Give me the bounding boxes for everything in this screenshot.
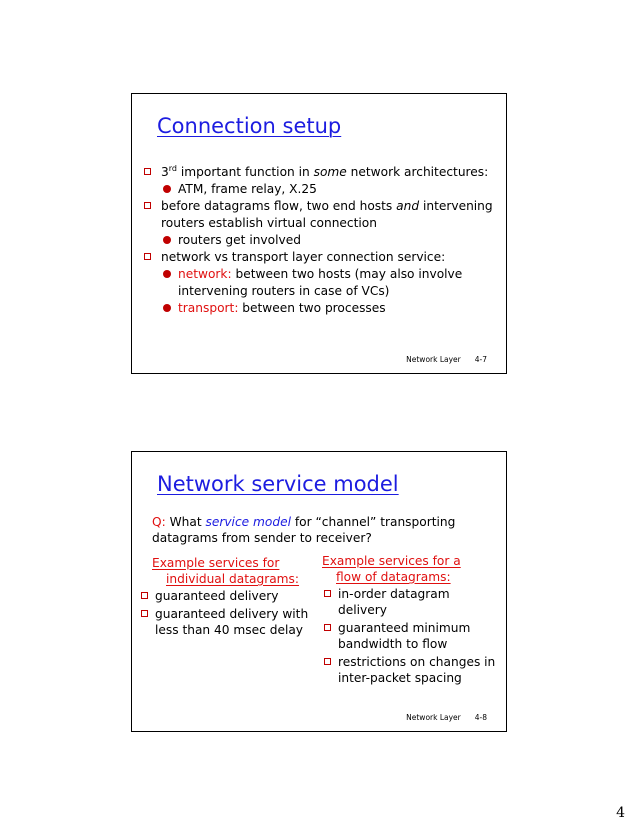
sub-text: routers get involved — [178, 233, 301, 247]
bullet-item — [142, 164, 497, 198]
sub-item — [161, 232, 497, 249]
heading-line: flow of datagrams: — [336, 570, 451, 584]
item-text: guaranteed delivery with less than 40 msec delay — [155, 607, 309, 637]
sub-text: between two hosts (may also involve intervening routers in case of VCs) — [178, 267, 463, 298]
footer-page-number: 4-7 — [474, 355, 487, 364]
slide-connection-setup — [131, 93, 507, 374]
square-bullet-icon — [144, 253, 151, 260]
slide-title: Connection setup — [157, 114, 342, 138]
list-item — [139, 588, 322, 604]
superscript: rd — [168, 163, 177, 173]
list-item — [322, 586, 502, 618]
circle-bullet-icon — [163, 270, 171, 278]
sub-list — [161, 266, 497, 317]
slide-footer — [406, 355, 487, 364]
sub-item — [161, 300, 497, 317]
bullet-item — [142, 249, 497, 317]
italic-text: some — [313, 165, 347, 179]
heading-line: Example services for — [152, 556, 280, 570]
square-bullet-icon — [324, 658, 331, 665]
bullet-text: 3 — [161, 165, 169, 179]
sub-text: ATM, frame relay, X.25 — [178, 182, 317, 196]
sub-item — [161, 266, 497, 300]
item-text: in-order datagram delivery — [338, 587, 450, 617]
square-bullet-icon — [141, 592, 148, 599]
bullet-item — [142, 198, 497, 249]
right-column — [322, 553, 502, 688]
question — [152, 514, 492, 546]
bullet-text: network vs transport layer connection service: — [161, 250, 446, 264]
heading-line: individual datagrams: — [166, 572, 300, 586]
circle-bullet-icon — [163, 236, 171, 244]
bullet-text: before datagrams flow, two end hosts — [161, 199, 397, 213]
circle-bullet-icon — [163, 185, 171, 193]
sub-list — [161, 181, 497, 198]
item-text: guaranteed delivery — [155, 589, 279, 603]
square-bullet-icon — [144, 202, 151, 209]
square-bullet-icon — [324, 624, 331, 631]
right-service-list — [322, 586, 502, 686]
question-label: Q: — [152, 515, 166, 529]
bullet-text: network architectures: — [346, 165, 489, 179]
footer-label: Network Layer — [406, 713, 461, 722]
service-model-term: service model — [205, 515, 291, 529]
square-bullet-icon — [324, 590, 331, 597]
question-text: for “channel” transporting datagrams from sender to receiver? — [152, 515, 456, 545]
heading-line: Example services for a — [322, 554, 461, 568]
sub-item — [161, 181, 497, 198]
list-item — [322, 620, 502, 652]
network-label: network: — [178, 267, 232, 281]
slide-network-service-model — [131, 451, 507, 732]
question-text: What — [165, 515, 206, 529]
footer-label: Network Layer — [406, 355, 461, 364]
square-bullet-icon — [144, 168, 151, 175]
italic-text: and — [396, 199, 420, 213]
bullet-text: intervening routers establish virtual connection — [161, 199, 493, 230]
bullet-text: important function in — [177, 165, 314, 179]
left-column — [152, 555, 322, 640]
right-column-heading — [322, 553, 502, 585]
bullet-list — [142, 164, 497, 317]
list-item — [322, 654, 502, 686]
item-text: restrictions on changes in inter-packet spacing — [338, 655, 496, 685]
sub-list — [161, 232, 497, 249]
slide-footer — [406, 713, 487, 722]
page-number: 4 — [616, 805, 625, 821]
sub-text: between two processes — [238, 301, 386, 315]
square-bullet-icon — [141, 610, 148, 617]
list-item — [139, 606, 322, 638]
footer-page-number: 4-8 — [474, 713, 487, 722]
transport-label: transport: — [178, 301, 239, 315]
item-text: guaranteed minimum bandwidth to flow — [338, 621, 471, 651]
circle-bullet-icon — [163, 304, 171, 312]
left-column-heading — [152, 555, 322, 587]
slide-title: Network service model — [157, 472, 399, 496]
left-service-list — [139, 588, 322, 638]
